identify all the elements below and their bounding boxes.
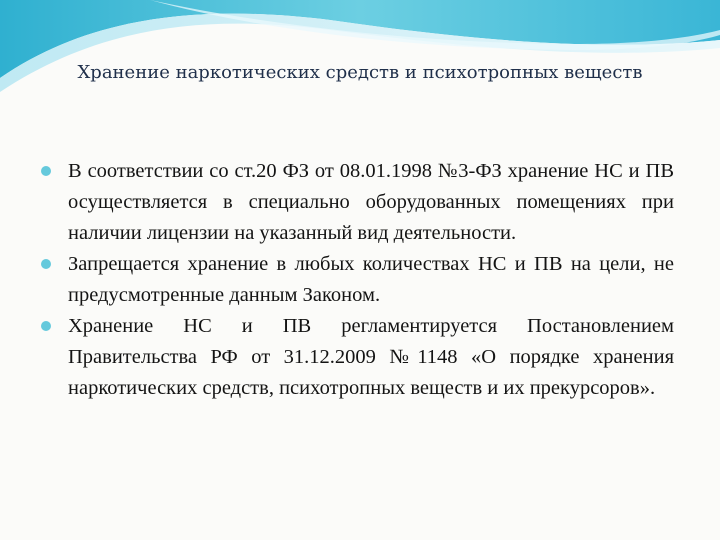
bullet-list [38,156,674,404]
list-item [38,311,674,404]
bullet-dot-icon [41,166,51,176]
bullet-text: В соответствии со ст.20 ФЗ от 08.01.1998 №3-ФЗ хранение НС и ПВ осуществляется в специально оборудованных помещениях при наличии лицензии на указанный вид деятельности. [68,160,674,244]
bullet-dot-icon [41,259,51,269]
header-wave-decoration [0,0,720,110]
list-item [38,156,674,249]
list-item [38,249,674,311]
slide-title: Хранение наркотических средств и психотропных веществ [77,62,643,83]
bullet-dot-icon [41,321,51,331]
bullet-text: Хранение НС и ПВ регламентируется Постановлением Правительства РФ от 31.12.2009 №1148 «О порядке хранения наркотических средств, психотропных веществ и их прекурсоров». [68,315,674,399]
bullet-text: Запрещается хранение в любых количествах НС и ПВ на цели, не предусмотренные данным Законом. [68,253,674,306]
